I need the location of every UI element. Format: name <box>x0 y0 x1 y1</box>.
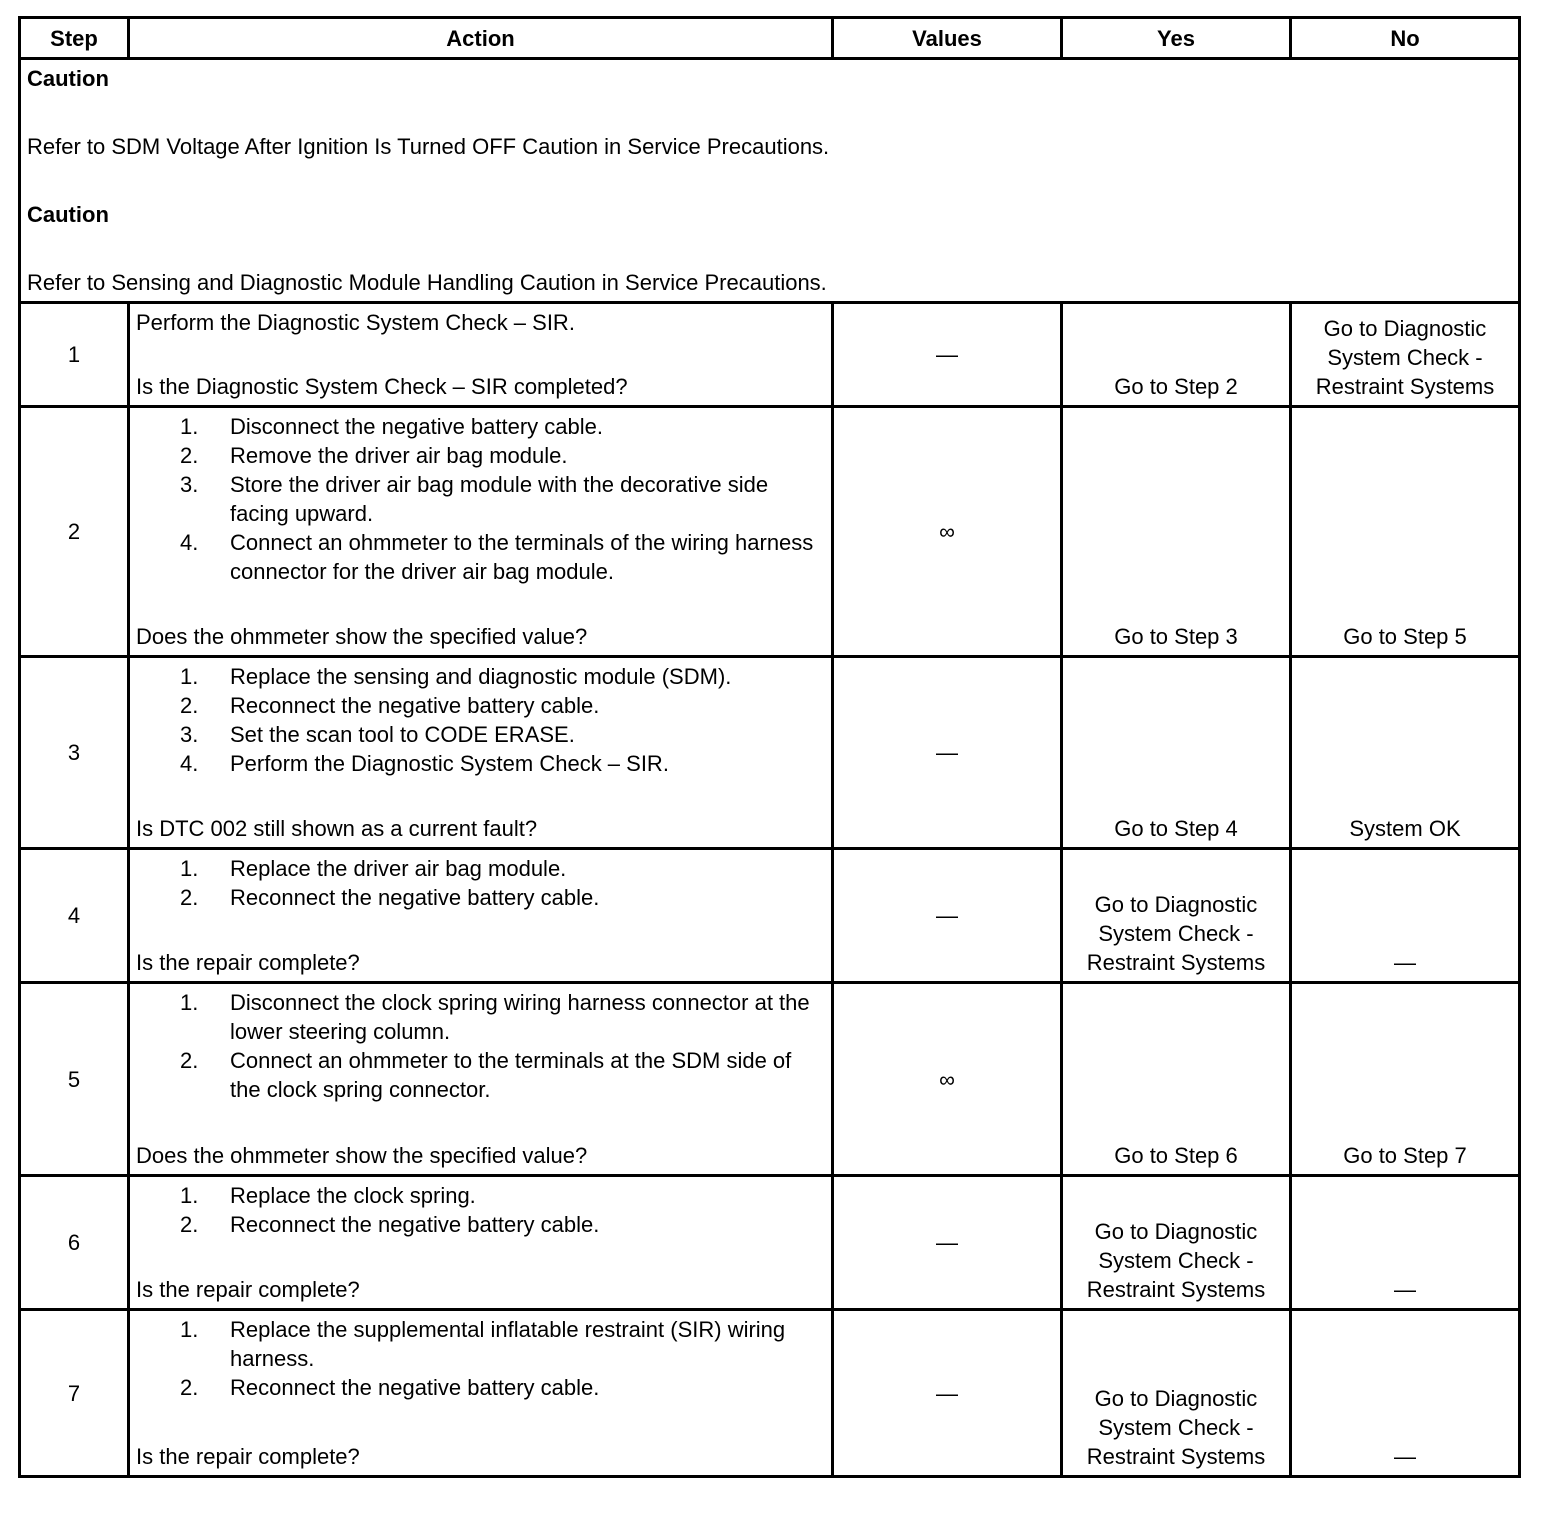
yes-cell: Go to Step 3 <box>1062 407 1291 657</box>
action-step-item <box>130 691 825 720</box>
action-list <box>130 1181 825 1239</box>
action-question: Is the repair complete? <box>136 1444 360 1469</box>
table-row <box>20 1310 1520 1477</box>
no-cell: — <box>1291 849 1520 983</box>
action-content <box>136 988 825 1170</box>
item-number: 1. <box>180 414 199 439</box>
item-number: 2. <box>180 1212 199 1237</box>
action-step-item <box>130 749 825 778</box>
yes-cell: Go to Step 6 <box>1062 983 1291 1176</box>
action-step-item <box>130 1315 825 1373</box>
action-step-item <box>130 720 825 749</box>
no-cell: Go to Step 5 <box>1291 407 1520 657</box>
action-content <box>136 1181 825 1304</box>
value-cell: — <box>833 657 1062 849</box>
action-cell <box>129 1310 833 1477</box>
action-step-item <box>130 1210 825 1239</box>
item-text: Reconnect the negative battery cable. <box>230 1212 600 1237</box>
item-text: Perform the Diagnostic System Check – SIR. <box>230 751 669 776</box>
item-text: Replace the driver air bag module. <box>230 856 567 881</box>
action-intro: Perform the Diagnostic System Check – SIR. <box>136 310 575 335</box>
item-number: 2. <box>180 1048 199 1073</box>
step-number: 7 <box>20 1310 129 1477</box>
header-no: No <box>1291 18 1520 59</box>
action-cell <box>129 983 833 1176</box>
action-list <box>130 662 825 778</box>
no-cell: Go to Step 7 <box>1291 983 1520 1176</box>
action-step-item <box>130 662 825 691</box>
value-cell: — <box>833 303 1062 407</box>
item-text: Reconnect the negative battery cable. <box>230 693 600 718</box>
header-step: Step <box>20 18 129 59</box>
step-number: 6 <box>20 1176 129 1310</box>
table-row <box>20 303 1520 407</box>
item-text: Disconnect the clock spring wiring harness connector at the lower steering column. <box>230 990 810 1044</box>
action-question: Is the Diagnostic System Check – SIR completed? <box>136 374 628 399</box>
item-text: Reconnect the negative battery cable. <box>230 885 600 910</box>
action-question: Does the ohmmeter show the specified value? <box>136 1143 588 1168</box>
action-question: Is the repair complete? <box>136 1277 360 1302</box>
action-content <box>136 854 825 977</box>
item-number: 1. <box>180 664 199 689</box>
header-values: Values <box>833 18 1062 59</box>
value-cell: — <box>833 1310 1062 1477</box>
item-number: 1. <box>180 856 199 881</box>
item-number: 3. <box>180 722 199 747</box>
step-number: 5 <box>20 983 129 1176</box>
table-row <box>20 657 1520 849</box>
action-content <box>136 662 825 843</box>
item-number: 2. <box>180 885 199 910</box>
caution-title: Caution <box>27 202 109 227</box>
action-list <box>130 854 825 912</box>
step-number: 4 <box>20 849 129 983</box>
action-step-item <box>130 1046 825 1104</box>
action-step-item <box>130 854 825 883</box>
table-row <box>20 983 1520 1176</box>
item-text: Set the scan tool to CODE ERASE. <box>230 722 575 747</box>
item-number: 1. <box>180 990 199 1015</box>
no-cell: Go to Diagnostic System Check - Restraint Systems <box>1291 303 1520 407</box>
no-cell: System OK <box>1291 657 1520 849</box>
step-number: 3 <box>20 657 129 849</box>
item-number: 4. <box>180 751 199 776</box>
value-cell: — <box>833 849 1062 983</box>
action-step-item <box>130 1373 825 1402</box>
value-cell: ∞ <box>833 407 1062 657</box>
action-list <box>130 988 825 1104</box>
action-step-item <box>130 883 825 912</box>
action-step-item <box>130 441 825 470</box>
action-step-item <box>130 412 825 441</box>
item-text: Replace the supplemental inflatable restraint (SIR) wiring harness. <box>230 1317 786 1371</box>
yes-cell: Go to Step 4 <box>1062 657 1291 849</box>
action-cell <box>129 849 833 983</box>
action-cell <box>129 657 833 849</box>
action-list <box>130 1315 825 1402</box>
caution-row <box>20 59 1520 303</box>
item-text: Replace the clock spring. <box>230 1183 476 1208</box>
value-cell: — <box>833 1176 1062 1310</box>
item-number: 1. <box>180 1317 199 1342</box>
action-list <box>130 412 825 586</box>
item-text: Connect an ohmmeter to the terminals of the wiring harness connector for the driver air bag module. <box>230 530 814 584</box>
action-content <box>136 308 825 401</box>
item-text: Replace the sensing and diagnostic module (SDM). <box>230 664 732 689</box>
step-number: 1 <box>20 303 129 407</box>
header-action: Action <box>129 18 833 59</box>
no-cell: — <box>1291 1310 1520 1477</box>
action-cell <box>129 303 833 407</box>
table-row <box>20 407 1520 657</box>
caution-title: Caution <box>27 66 109 91</box>
table-row <box>20 1176 1520 1310</box>
yes-cell: Go to Diagnostic System Check - Restraint Systems <box>1062 849 1291 983</box>
item-number: 3. <box>180 472 199 497</box>
yes-cell: Go to Diagnostic System Check - Restraint Systems <box>1062 1176 1291 1310</box>
action-question: Is DTC 002 still shown as a current fault? <box>136 816 538 841</box>
yes-cell: Go to Diagnostic System Check - Restraint Systems <box>1062 1310 1291 1477</box>
diagnostic-table <box>18 16 1521 1478</box>
item-number: 1. <box>180 1183 199 1208</box>
item-number: 4. <box>180 530 199 555</box>
item-text: Reconnect the negative battery cable. <box>230 1375 600 1400</box>
action-step-item <box>130 988 825 1046</box>
action-cell <box>129 1176 833 1310</box>
item-text: Disconnect the negative battery cable. <box>230 414 604 439</box>
header-yes: Yes <box>1062 18 1291 59</box>
action-cell <box>129 407 833 657</box>
item-number: 2. <box>180 443 199 468</box>
header-row <box>20 18 1520 59</box>
yes-cell: Go to Step 2 <box>1062 303 1291 407</box>
caution-cell <box>20 59 1520 303</box>
step-number: 2 <box>20 407 129 657</box>
action-step-item <box>130 528 825 586</box>
caution-text: Refer to SDM Voltage After Ignition Is Turned OFF Caution in Service Precautions. <box>27 134 830 159</box>
action-step-item <box>130 1181 825 1210</box>
value-cell: ∞ <box>833 983 1062 1176</box>
item-text: Remove the driver air bag module. <box>230 443 568 468</box>
action-step-item <box>130 470 825 528</box>
caution-text: Refer to Sensing and Diagnostic Module Handling Caution in Service Precautions. <box>27 270 827 295</box>
action-question: Does the ohmmeter show the specified value? <box>136 624 588 649</box>
item-text: Store the driver air bag module with the decorative side facing upward. <box>230 472 769 526</box>
table-row <box>20 849 1520 983</box>
no-cell: — <box>1291 1176 1520 1310</box>
item-text: Connect an ohmmeter to the terminals at the SDM side of the clock spring connector. <box>230 1048 792 1102</box>
action-content <box>136 412 825 651</box>
action-content <box>136 1315 825 1471</box>
action-question: Is the repair complete? <box>136 950 360 975</box>
item-number: 2. <box>180 1375 199 1400</box>
item-number: 2. <box>180 693 199 718</box>
